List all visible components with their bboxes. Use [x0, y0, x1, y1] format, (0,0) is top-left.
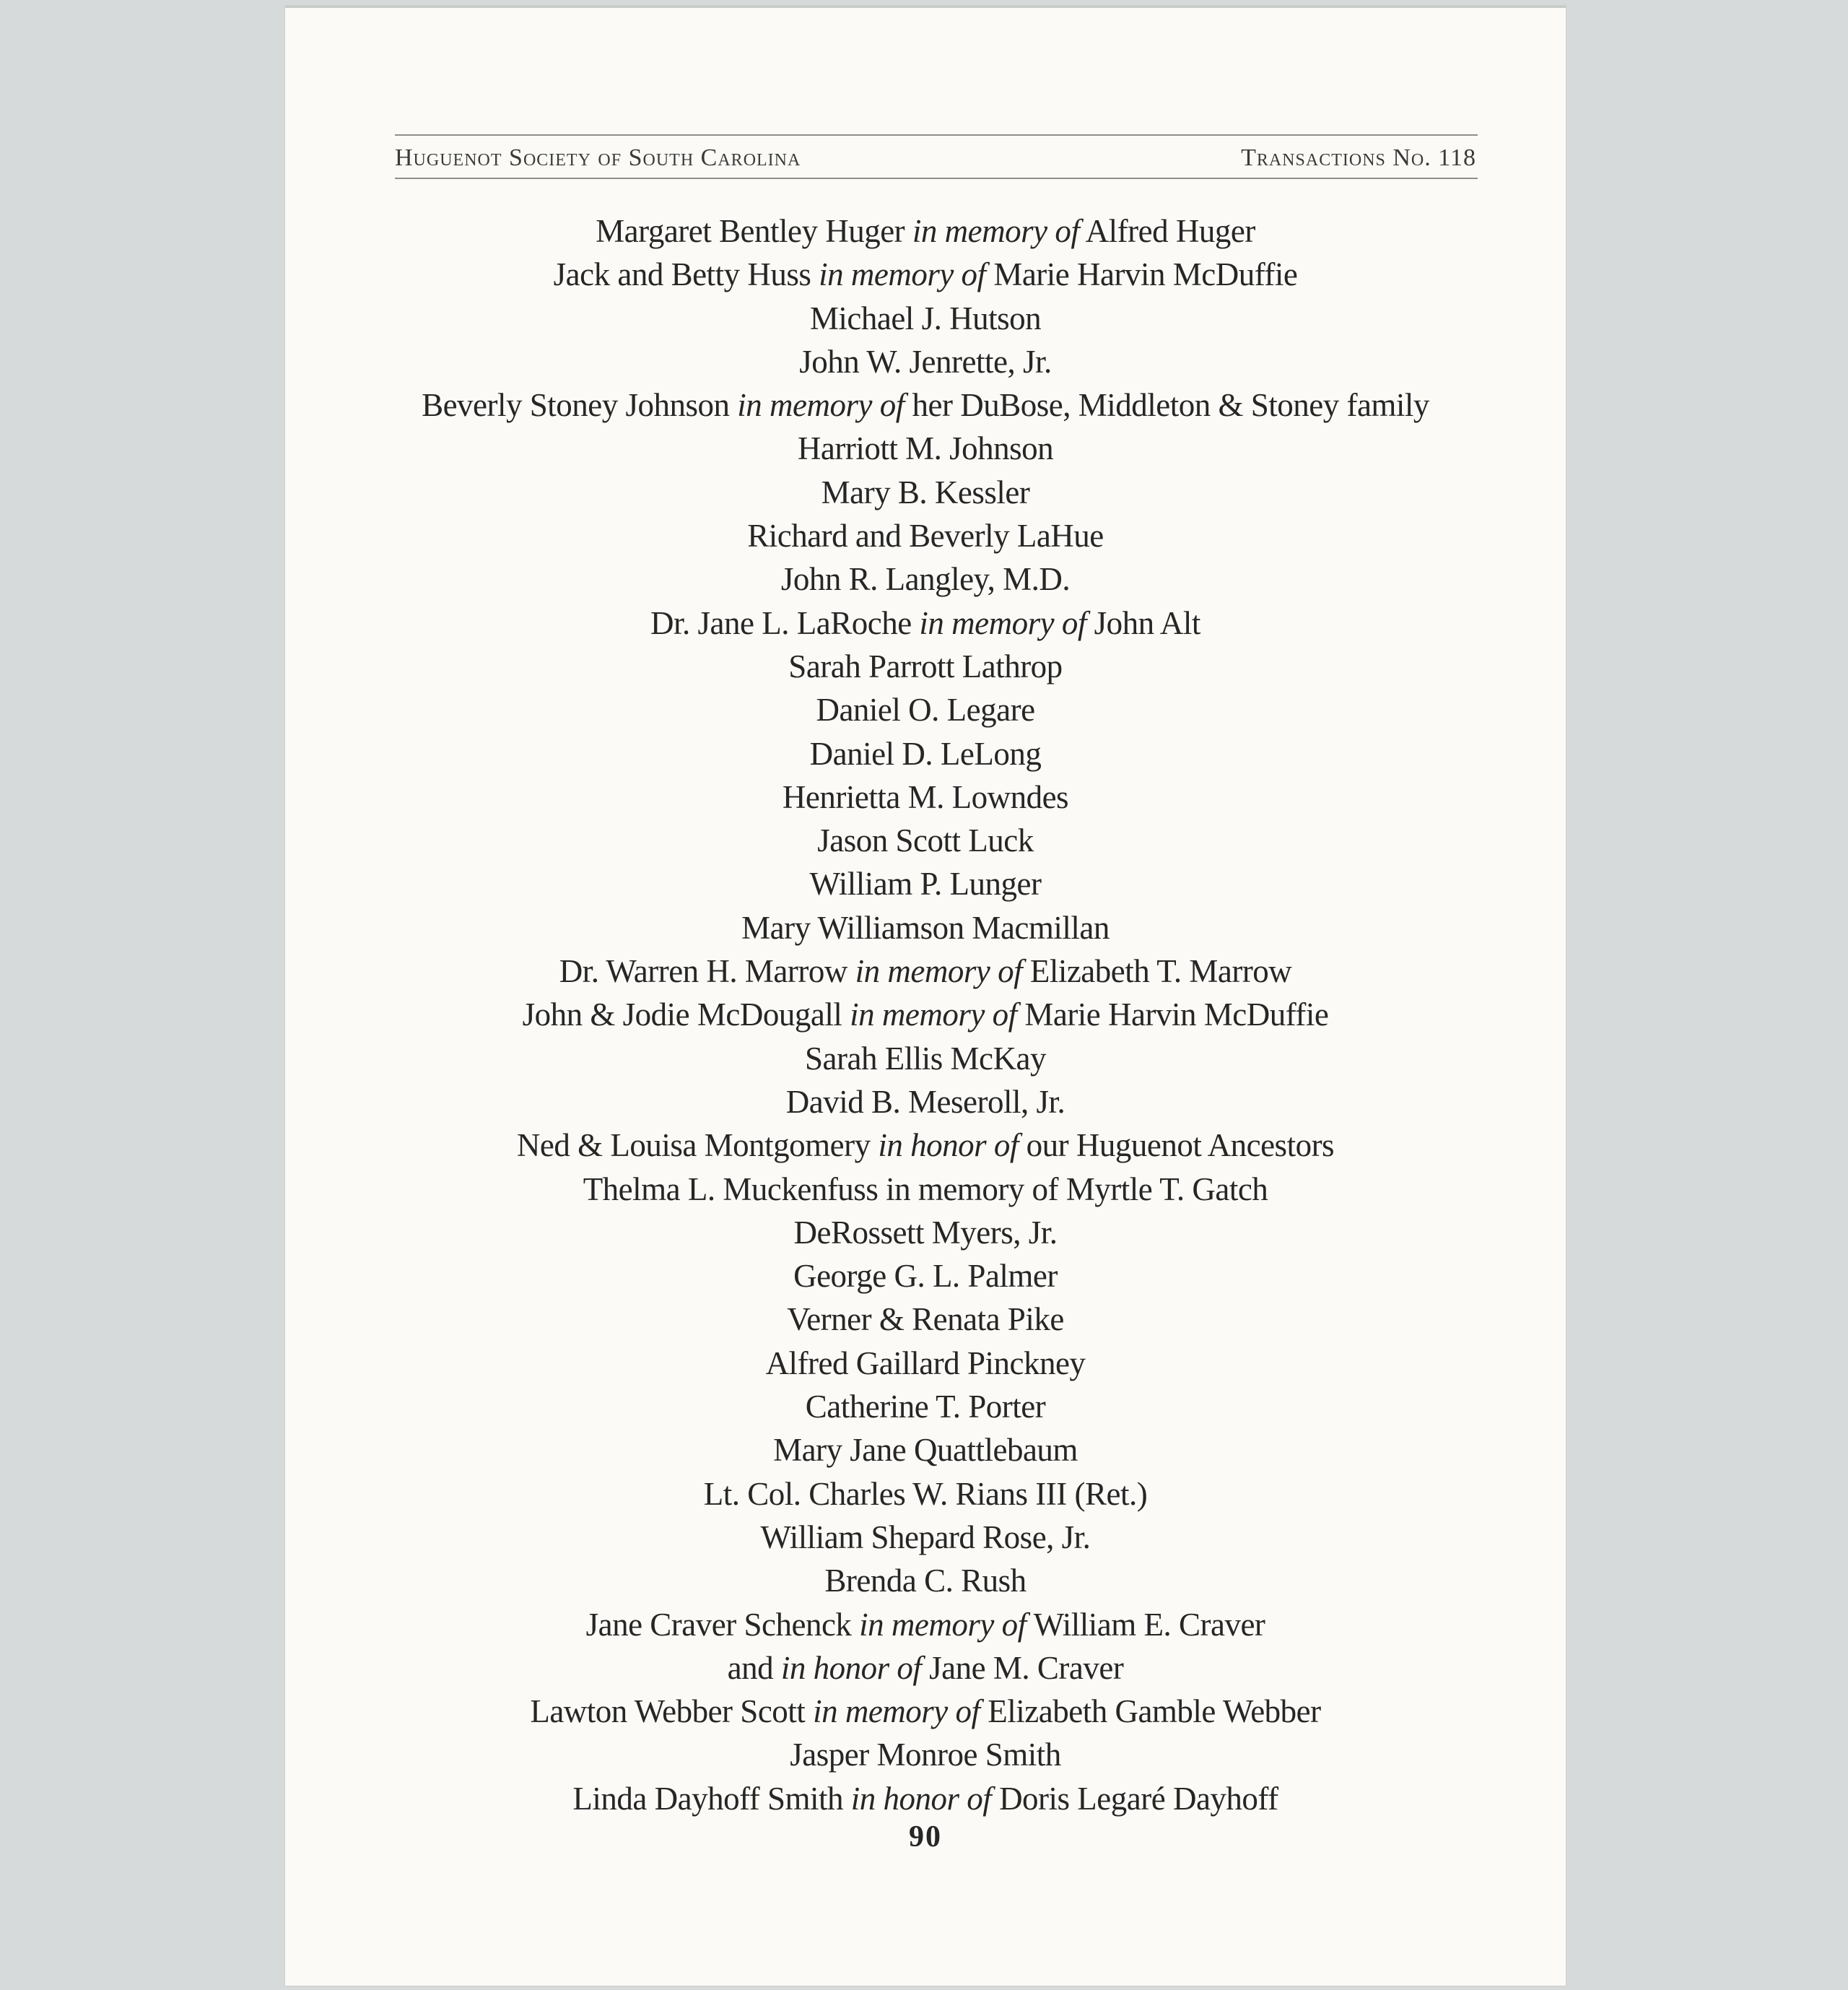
- honoree-name: her DuBose, Middleton & Stoney family: [912, 387, 1429, 424]
- donor-name: Mary Williamson Macmillan: [741, 909, 1110, 946]
- donor-name: Dr. Jane L. LaRoche: [650, 604, 912, 641]
- donor-name: Ned & Louisa Montgomery: [516, 1127, 871, 1164]
- donor-name: Daniel O. Legare: [816, 692, 1035, 729]
- donor-name: Mary B. Kessler: [821, 474, 1030, 510]
- donor-entry: [285, 1254, 1566, 1298]
- running-head-issue: Transactions No. 118: [1241, 144, 1476, 171]
- donor-entry: [285, 1777, 1566, 1820]
- donor-entry: [285, 993, 1566, 1036]
- donor-name: Margaret Bentley Huger: [596, 213, 905, 249]
- donor-entry: [285, 1472, 1566, 1516]
- donor-name: William P. Lunger: [809, 866, 1042, 903]
- donor-entry: [285, 1342, 1566, 1385]
- running-head-title: Huguenot Society of South Carolina: [395, 144, 801, 171]
- honoree-name: Elizabeth Gamble Webber: [988, 1693, 1321, 1730]
- donor-name: Sarah Ellis McKay: [805, 1040, 1046, 1077]
- donor-entry: [285, 383, 1566, 427]
- donor-entry: [285, 1646, 1566, 1690]
- donor-entry: [285, 1211, 1566, 1254]
- donor-entry: [285, 601, 1566, 645]
- donor-entry: [285, 209, 1566, 253]
- donor-name: Alfred Gaillard Pinckney: [765, 1344, 1086, 1381]
- donor-name: Lawton Webber Scott: [530, 1693, 806, 1730]
- donor-entry: [285, 1168, 1566, 1211]
- donor-name: Catherine T. Porter: [805, 1389, 1046, 1425]
- donor-name: John & Jodie McDougall: [522, 996, 842, 1033]
- donor-name: Beverly Stoney Johnson: [422, 387, 730, 424]
- donor-entry: [285, 514, 1566, 557]
- donor-entry: [285, 645, 1566, 688]
- donor-entry: [285, 819, 1566, 862]
- donor-entry: [285, 688, 1566, 731]
- donor-entry: [285, 732, 1566, 775]
- running-head: [395, 134, 1478, 179]
- honoree-name: Jane M. Craver: [929, 1649, 1124, 1686]
- dedication-phrase: in honor of: [780, 1649, 922, 1686]
- donor-name: Dr. Warren H. Marrow: [559, 953, 847, 990]
- donor-name: Jack and Betty Huss: [553, 256, 811, 293]
- honoree-name: Elizabeth T. Marrow: [1029, 953, 1292, 990]
- donor-name: Daniel D. LeLong: [809, 735, 1042, 772]
- dedication-phrase: in memory of: [850, 996, 1017, 1033]
- dedication-phrase: in memory of: [737, 387, 905, 424]
- donor-entry: [285, 1124, 1566, 1167]
- donor-name: John W. Jenrette, Jr.: [799, 343, 1052, 380]
- donor-entry: [285, 950, 1566, 993]
- donor-entry: [285, 1559, 1566, 1602]
- donor-entry: [285, 1733, 1566, 1776]
- donor-entry: [285, 557, 1566, 601]
- donor-entry: [285, 471, 1566, 514]
- donor-name: Jason Scott Luck: [817, 822, 1034, 859]
- honoree-name: John Alt: [1094, 604, 1200, 641]
- donor-entry: [285, 1298, 1566, 1341]
- donor-entry: [285, 775, 1566, 819]
- dedication-phrase: in memory of: [819, 256, 986, 293]
- dedication-phrase: in memory of: [912, 213, 1080, 249]
- donor-name: John R. Langley, M.D.: [780, 561, 1071, 598]
- donor-entry: [285, 297, 1566, 340]
- donor-name: Richard and Beverly LaHue: [747, 518, 1104, 555]
- donor-name: Lt. Col. Charles W. Rians III (Ret.): [703, 1475, 1148, 1512]
- donor-entry: [285, 1080, 1566, 1124]
- page-edge: [285, 6, 1566, 8]
- donor-name: DeRossett Myers, Jr.: [793, 1214, 1058, 1251]
- donor-list: [285, 209, 1566, 1820]
- donor-entry: [285, 1385, 1566, 1428]
- donor-entry: [285, 1690, 1566, 1733]
- donor-name: Michael J. Hutson: [809, 300, 1042, 336]
- donor-name: George G. L. Palmer: [793, 1258, 1058, 1295]
- donor-entry: [285, 1428, 1566, 1472]
- donor-name: David B. Meseroll, Jr.: [785, 1083, 1065, 1120]
- donor-entry: [285, 906, 1566, 950]
- donor-entry: [285, 340, 1566, 383]
- donor-name: Mary Jane Quattlebaum: [773, 1432, 1078, 1469]
- honoree-name: Alfred Huger: [1085, 213, 1255, 249]
- donor-name: Jasper Monroe Smith: [790, 1737, 1061, 1773]
- donor-entry: [285, 1603, 1566, 1646]
- document-page: [285, 6, 1566, 1986]
- dedication-phrase: in memory of: [855, 953, 1023, 990]
- dedication-phrase: in memory of: [859, 1606, 1027, 1643]
- donor-name: Sarah Parrott Lathrop: [788, 648, 1063, 685]
- donor-entry: [285, 253, 1566, 296]
- dedication-phrase: in honor of: [878, 1127, 1019, 1164]
- donor-entry: [285, 1516, 1566, 1559]
- page-number: 90: [909, 1820, 942, 1854]
- honoree-name: our Huguenot Ancestors: [1026, 1127, 1335, 1164]
- donor-entry: [285, 862, 1566, 905]
- dedication-phrase: in honor of: [850, 1780, 992, 1817]
- donor-entry: [285, 427, 1566, 470]
- dedication-phrase: in memory of: [813, 1693, 980, 1730]
- donor-name: and: [727, 1649, 774, 1686]
- donor-name: Jane Craver Schenck: [585, 1606, 852, 1643]
- donor-name: Harriott M. Johnson: [797, 430, 1054, 467]
- donor-entry: [285, 1037, 1566, 1080]
- donor-name: William Shepard Rose, Jr.: [760, 1518, 1091, 1555]
- donor-name: Thelma L. Muckenfuss in memory of Myrtle T. Gatch: [583, 1170, 1268, 1207]
- honoree-name: Doris Legaré Dayhoff: [999, 1780, 1278, 1817]
- honoree-name: Marie Harvin McDuffie: [993, 256, 1298, 293]
- honoree-name: William E. Craver: [1033, 1606, 1265, 1643]
- donor-name: Linda Dayhoff Smith: [572, 1780, 844, 1817]
- donor-name: Brenda C. Rush: [824, 1563, 1027, 1599]
- dedication-phrase: in memory of: [919, 604, 1086, 641]
- honoree-name: Marie Harvin McDuffie: [1024, 996, 1329, 1033]
- donor-name: Verner & Renata Pike: [787, 1301, 1064, 1338]
- donor-name: Henrietta M. Lowndes: [782, 778, 1069, 815]
